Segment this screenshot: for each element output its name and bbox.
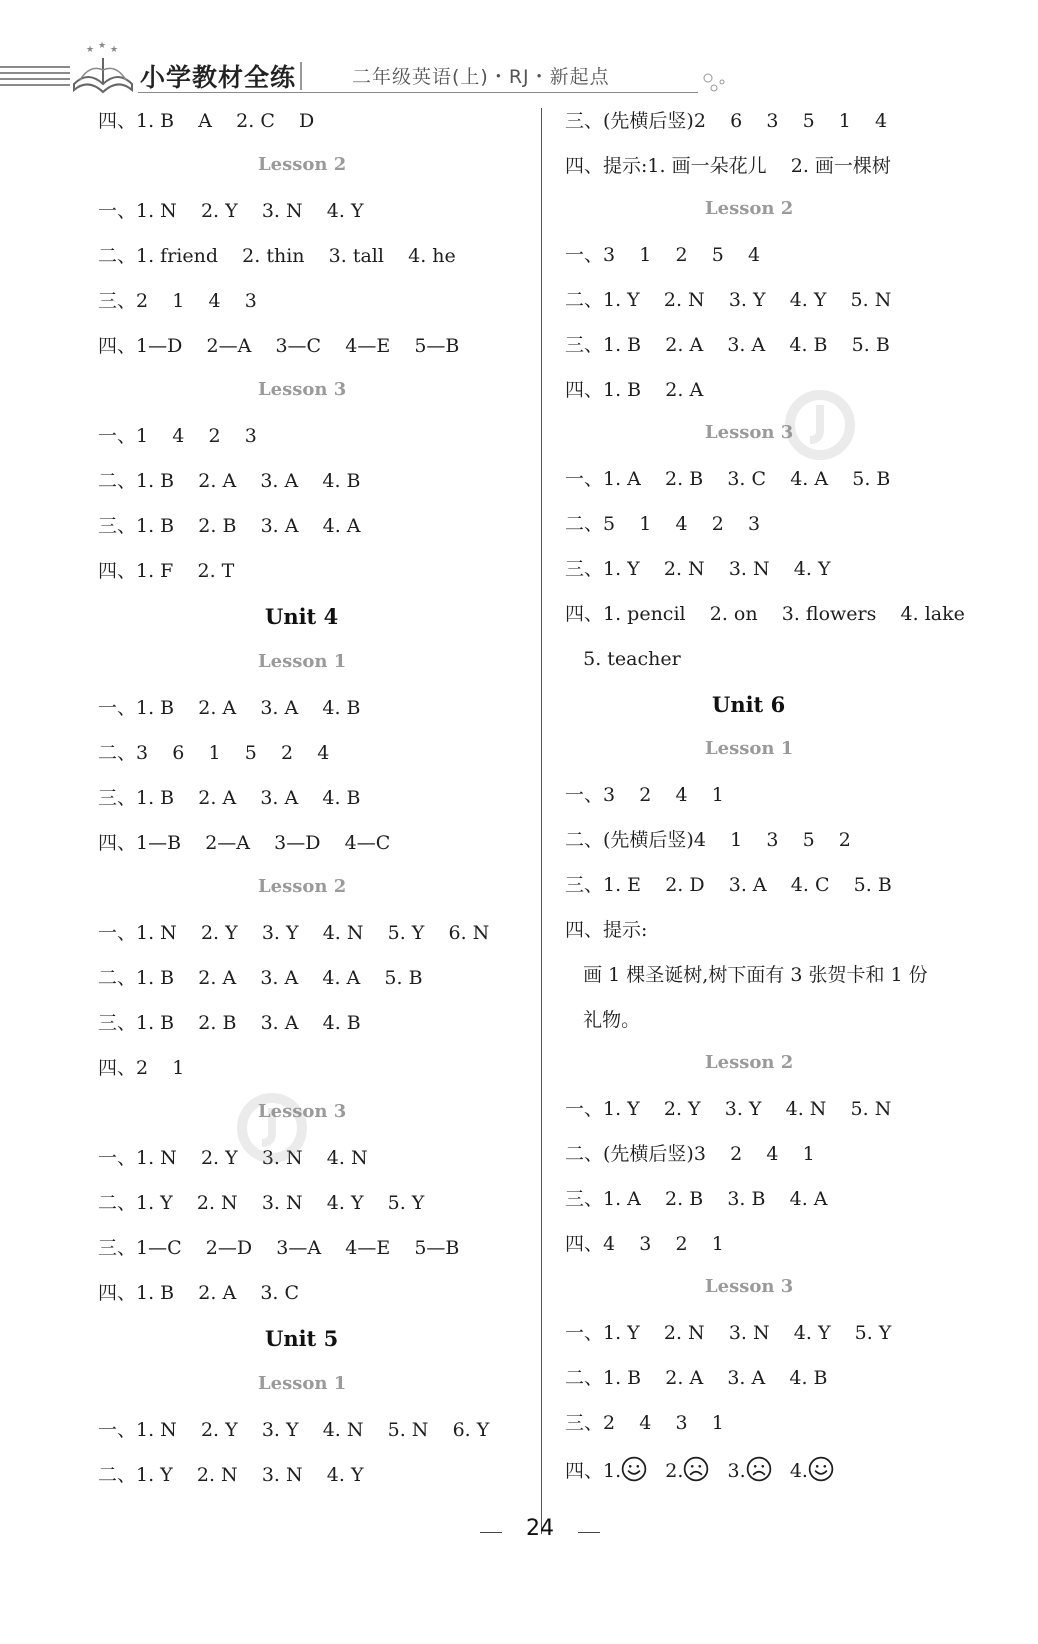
answer-item-label: 2. [665, 1460, 684, 1482]
book-title: 小学教材全练 [140, 63, 297, 92]
answer-line: 二、1. B 2. A 3. A 4. B [565, 1367, 828, 1389]
answer-line: 一、1. B 2. A 3. A 4. B [98, 697, 361, 719]
answer-line: 四、1. B 2. A 3. C [98, 1282, 300, 1304]
book-logo-icon [68, 40, 138, 96]
lesson-heading: Lesson 1 [705, 738, 794, 759]
answer-item-label: 1. [603, 1460, 622, 1482]
answer-line: 四、1. F 2. T [98, 560, 235, 582]
answer-line: 三、1. Y 2. N 3. N 4. Y [565, 558, 831, 580]
book-subtitle: 二年级英语(上)・RJ・新起点 [352, 66, 610, 88]
happy-face-icon [621, 1456, 647, 1488]
answer-line: 四、提示:1. 画一朵花儿 2. 画一棵树 [565, 155, 891, 177]
footer-dash [578, 1532, 600, 1533]
answer-line [565, 1456, 834, 1488]
answer-line: 三、1—C 2—D 3—A 4—E 5—B [98, 1237, 460, 1259]
answer-line: 二、1. friend 2. thin 3. tall 4. he [98, 245, 456, 267]
answer-prefix: 四、 [565, 1460, 604, 1482]
header-flourish-icon [700, 70, 730, 100]
unit-heading: Unit 6 [712, 692, 786, 717]
answer-line: 三、2 4 3 1 [565, 1412, 724, 1434]
answer-line: 一、1. N 2. Y 3. Y 4. N 5. N 6. Y [98, 1419, 490, 1441]
answer-line: 一、1 4 2 3 [98, 425, 257, 447]
header-decor-lines [0, 66, 70, 90]
happy-face-icon [808, 1456, 834, 1488]
lesson-heading: Lesson 1 [258, 1373, 347, 1394]
answer-line: 二、1. B 2. A 3. A 4. B [98, 470, 361, 492]
page-footer [480, 1512, 600, 1552]
answer-line: 画 1 棵圣诞树,树下面有 3 张贺卡和 1 份 [565, 964, 928, 986]
answer-line: 三、1. B 2. B 3. A 4. A [98, 515, 361, 537]
lesson-heading: Lesson 2 [258, 154, 347, 175]
answer-line: 一、1. N 2. Y 3. N 4. Y [98, 200, 364, 222]
page-number: 24 [526, 1516, 554, 1541]
answer-line: 四、提示: [565, 919, 648, 941]
answer-line: 二、1. Y 2. N 3. N 4. Y 5. Y [98, 1192, 425, 1214]
answer-line: 一、3 1 2 5 4 [565, 244, 761, 266]
answer-line: 四、1. B A 2. C D [98, 110, 315, 132]
answer-line: 二、5 1 4 2 3 [565, 513, 761, 535]
watermark-icon [232, 1088, 352, 1208]
unit-heading: Unit 5 [265, 1326, 339, 1351]
answer-line: 二、1. Y 2. N 3. N 4. Y [98, 1464, 364, 1486]
unit-heading: Unit 4 [265, 604, 339, 629]
lesson-heading: Lesson 2 [705, 198, 794, 219]
answer-line: 一、1. N 2. Y 3. Y 4. N 5. Y 6. N [98, 922, 490, 944]
svg-text:★: ★ [98, 41, 107, 51]
answer-line: 四、2 1 [98, 1057, 185, 1079]
answer-line: 5. teacher [565, 648, 681, 670]
lesson-heading: Lesson 2 [258, 876, 347, 897]
answer-line: 一、1. Y 2. N 3. N 4. Y 5. Y [565, 1322, 892, 1344]
answer-line: 二、3 6 1 5 2 4 [98, 742, 330, 764]
answer-line: 四、1. B 2. A [565, 379, 704, 401]
answer-line: 三、1. B 2. A 3. A 4. B 5. B [565, 334, 890, 356]
answer-line: 二、1. B 2. A 3. A 4. A 5. B [98, 967, 423, 989]
lesson-heading: Lesson 3 [705, 1276, 794, 1297]
answer-line: 四、1. pencil 2. on 3. flowers 4. lake [565, 603, 965, 625]
answer-line: 二、1. Y 2. N 3. Y 4. Y 5. N [565, 289, 892, 311]
answer-line: 三、(先横后竖)2 6 3 5 1 4 [565, 110, 888, 132]
answer-line: 一、1. Y 2. Y 3. Y 4. N 5. N [565, 1098, 892, 1120]
header-separator [300, 62, 302, 90]
answer-line: 四、1—D 2—A 3—C 4—E 5—B [98, 335, 460, 357]
sad-face-icon [683, 1456, 709, 1488]
answer-line: 三、1. B 2. B 3. A 4. B [98, 1012, 361, 1034]
answer-line: 一、1. A 2. B 3. C 4. A 5. B [565, 468, 891, 490]
header-rule [138, 92, 698, 93]
answer-line: 三、1. A 2. B 3. B 4. A [565, 1188, 828, 1210]
answer-item-label: 4. [789, 1460, 808, 1482]
column-divider [541, 108, 542, 1534]
lesson-heading: Lesson 3 [258, 1101, 347, 1122]
svg-text:★: ★ [110, 45, 119, 55]
lesson-heading: Lesson 3 [258, 379, 347, 400]
page-header [0, 0, 1038, 100]
lesson-heading: Lesson 1 [258, 651, 347, 672]
answer-item-label: 3. [727, 1460, 746, 1482]
answer-line: 四、4 3 2 1 [565, 1233, 724, 1255]
answer-line: 一、1. N 2. Y 3. N 4. N [98, 1147, 368, 1169]
answer-line: 四、1—B 2—A 3—D 4—C [98, 832, 391, 854]
answer-line: 一、3 2 4 1 [565, 784, 724, 806]
lesson-heading: Lesson 2 [705, 1052, 794, 1073]
answer-line: 礼物。 [565, 1009, 641, 1031]
watermark-icon [780, 385, 900, 505]
answer-line: 三、1. B 2. A 3. A 4. B [98, 787, 361, 809]
sad-face-icon [746, 1456, 772, 1488]
lesson-heading: Lesson 3 [705, 422, 794, 443]
answer-line: 二、(先横后竖)3 2 4 1 [565, 1143, 815, 1165]
answer-line: 二、(先横后竖)4 1 3 5 2 [565, 829, 851, 851]
answer-line: 三、1. E 2. D 3. A 4. C 5. B [565, 874, 892, 896]
answer-line: 三、2 1 4 3 [98, 290, 257, 312]
svg-text:★: ★ [86, 45, 95, 55]
